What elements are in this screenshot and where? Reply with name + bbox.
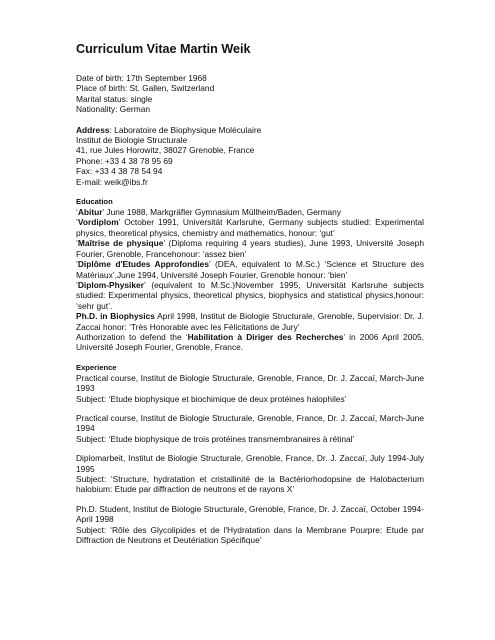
phd-label: Ph.D. in Biophysics <box>76 311 155 322</box>
address-lab: : Laboratoire de Biophysique Moléculaire <box>109 124 262 135</box>
page-title: Curriculum Vitae Martin Weik <box>76 42 251 56</box>
personal-details <box>76 73 424 115</box>
maitrise-label: Maîtrise de physique <box>77 238 164 249</box>
experience-heading: Experience <box>76 362 117 372</box>
experience-subject: Subject: ‘Structure, hydratation et cristallinité de la Bactériorhodopsine de Halobacterium halobium: Etude par diffraction de neutrons et de rayons X’ <box>76 474 424 495</box>
habilitation-label: Habilitation à Diriger des Recherches <box>187 331 344 342</box>
experience-place: Diplomarbeit, Institut de Biologie Structurale, Grenoble, France, Dr. J. Zaccaï, July 1994-July 1995 <box>76 453 424 474</box>
education-heading: Education <box>76 197 113 207</box>
experience-subject: Subject: ‘Etude biophysique et biochimique de deux protéines halophiles’ <box>76 393 347 404</box>
experience-section <box>76 363 424 546</box>
experience-place: Practical course, Institut de Biologie Structurale, Grenoble, France, Dr. J. Zaccaï, March-June 1993 <box>76 372 424 394</box>
address-email[interactable]: E-mail: weik@ibs.fr <box>76 176 148 187</box>
address-label: Address <box>76 124 110 135</box>
experience-place: Ph.D. Student, Institut de Biologie Structurale, Grenoble, France, Dr. J. Zaccaï, October 1994-April 1998 <box>76 503 424 525</box>
abitur-label: Abitur <box>77 207 103 218</box>
address-phone: Phone: +33 4 38 78 95 69 <box>76 155 173 166</box>
address-fax: Fax: +33 4 38 78 54 94 <box>76 166 163 177</box>
education-habilitation: Authorization to defend the ‘Habilitation à Diriger des Recherches’ in 2006 April 2005, Université Joseph Fourier, Grenoble, France. <box>76 331 424 353</box>
vordiplom-label: Vordiplom <box>77 217 119 228</box>
place-of-birth: Place of birth: St. Gallen, Switzerland <box>76 83 215 94</box>
dea-label: Diplôme d'Etudes Approfondies <box>77 259 209 270</box>
education-section <box>76 197 424 353</box>
experience-subject: Subject: ‘Etude biophysique de trois protéines transmembranaires à rétinal’ <box>76 433 355 444</box>
date-of-birth: Date of birth: 17th September 1968 <box>76 73 207 83</box>
marital-status: Marital status: single <box>76 93 153 104</box>
nationality: Nationality: German <box>76 104 151 115</box>
education-phd: Ph.D. in Biophysics April 1998, Institut de Biologie Structurale, Grenoble, Supervisior: Dr. J. Zaccai honor: ‘Très Honorable avec les Félicitations de Jury’ <box>76 311 425 332</box>
education-abitur: ‘Abitur’ June 1988, Markgräfler Gymnasium Müllheim/Baden, Germany <box>76 207 342 218</box>
document-content <box>76 42 424 545</box>
education-maitrise: ‘Maîtrise de physique’ (Diploma requiring 4 years studies), June 1993, Université Joseph Fourier, Grenoble, Francehonour: ‘assez bien’ <box>76 238 424 259</box>
education-dea: ‘Diplôme d'Etudes Approfondies’ (DEA, equivalent to M.Sc.) ‘Science et Structure des Matériaux’,June 1994, Université Joseph Fourier, Grenoble honour: ‘bien’ <box>76 259 425 280</box>
education-vordiplom: ‘Vordiplom’ October 1991, Universität Karlsruhe, Germany subjects studied: Experimental physics, theoretical physics, chemistry and mathematics, honour: ‘gut’ <box>76 217 424 238</box>
experience-place: Practical course, Institut de Biologie Structurale, Grenoble, France, Dr. J. Zaccaï, March-June 1994 <box>76 412 424 434</box>
address-first-line <box>76 125 424 135</box>
diplom-label: Diplom-Physiker <box>77 279 144 290</box>
education-diplom: ‘Diplom-Physiker’ (equivalent to M.Sc.)November 1995, Universität Karlsruhe subjects studied: Experimental physics, theoretical physics, biophysics and statistical physics,honour: ‘sehr gut’. <box>76 279 424 311</box>
experience-subject: Subject: ‘Rôle des Glycolipides et de l'Hydratation dans la Membrane Pourpre: Etude par Diffraction de Neutrons et Deutériation Spécifique’ <box>76 524 424 546</box>
address-street: 41, rue Jules Horowitz, 38027 Grenoble, France <box>76 145 255 156</box>
address-institute: Institut de Biologie Structurale <box>76 135 188 146</box>
address-block <box>76 125 424 187</box>
